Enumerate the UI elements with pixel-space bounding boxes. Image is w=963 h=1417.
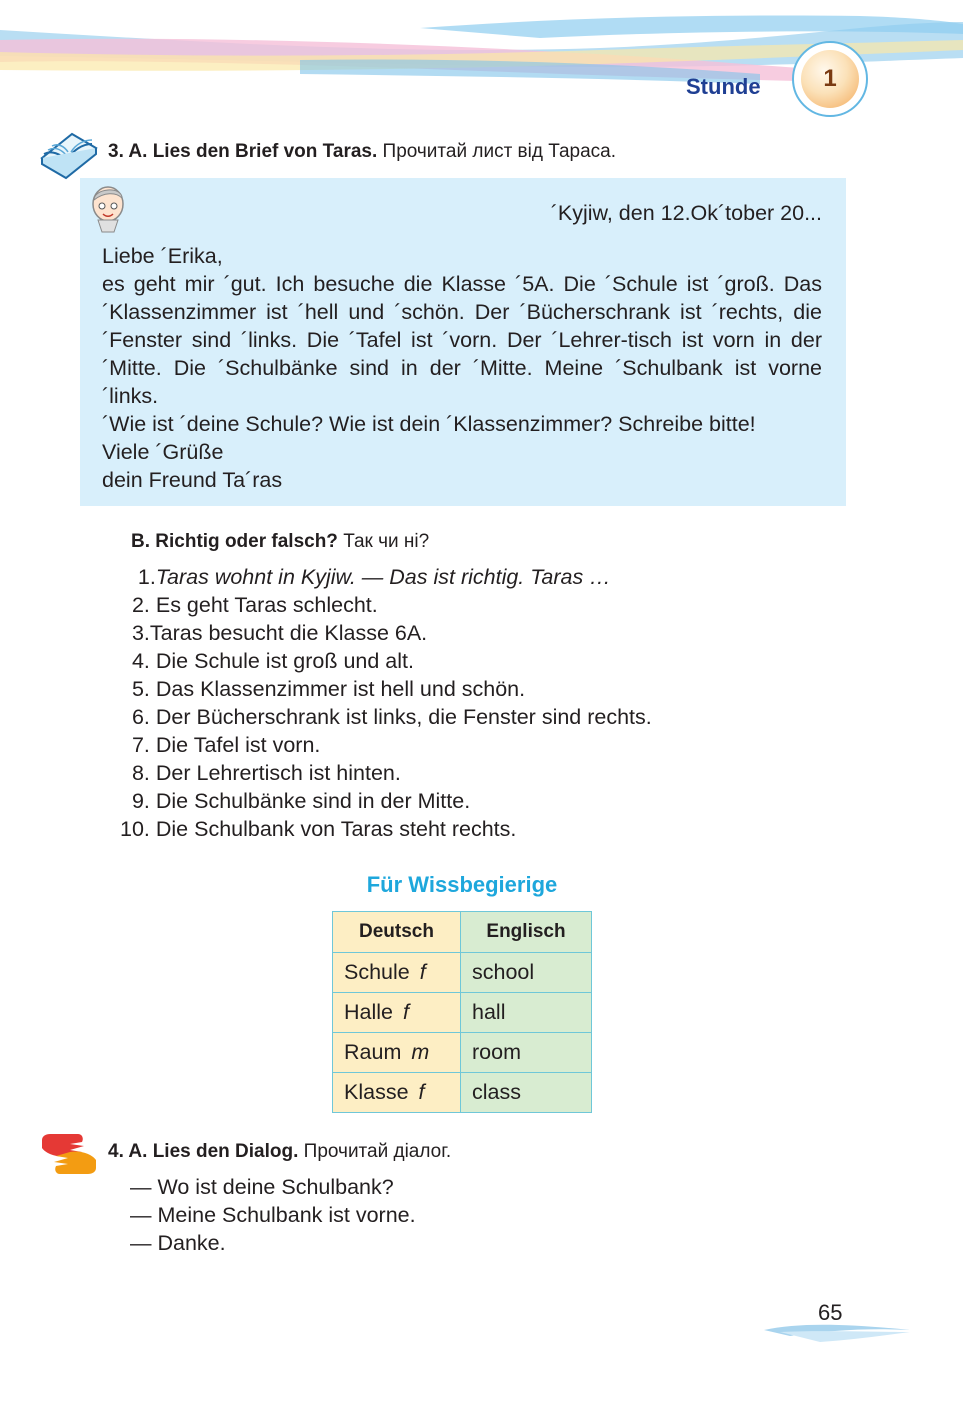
dialog-line: — Wo ist deine Schulbank?: [130, 1175, 394, 1199]
letter-questions: ´Wie ist ´deine Schule? Wie ist dein ´Klassenzimmer? Schreibe bitte!: [102, 412, 756, 436]
list-item: [120, 619, 652, 647]
list-text: Die Schulbank von Taras steht rechts.: [149, 817, 517, 841]
list-item: [120, 815, 652, 843]
gender-marker: f: [403, 1000, 409, 1024]
list-item: [120, 591, 652, 619]
list-number: 3.: [125, 621, 150, 645]
list-text: Der Bücherschrank ist links, die Fenster sind rechts.: [149, 705, 652, 729]
list-number: 1.: [137, 565, 156, 589]
list-number: 9.: [125, 789, 150, 813]
lesson-number: 1: [823, 65, 837, 92]
task3-title: [108, 141, 616, 163]
task4-title: [108, 1141, 451, 1163]
list-item: [120, 703, 652, 731]
gender-marker: f: [419, 960, 426, 984]
list-number: 5.: [125, 677, 150, 701]
cell-englisch: room: [461, 1033, 592, 1073]
list-text: Taras besucht die Klasse 6A.: [149, 621, 428, 645]
column-header-deutsch: Deutsch: [333, 912, 461, 953]
table-row: [333, 993, 592, 1033]
list-text: Es geht Taras schlecht.: [149, 593, 378, 617]
letter-date: ´Kyjiw, den 12.Ok´tober 20...: [550, 201, 822, 225]
letter-text: [102, 242, 822, 494]
gender-marker: m: [411, 1040, 430, 1064]
list-item: [120, 731, 652, 759]
task3-title-translation: Прочитай лист від Тараса.: [382, 141, 617, 162]
letter-signature: dein Freund Ta´ras: [102, 468, 283, 492]
list-item: [120, 759, 652, 787]
list-number: 2.: [125, 593, 150, 617]
cell-deutsch: Schule f: [333, 953, 461, 993]
open-book-icon: [38, 128, 100, 180]
list-item: [120, 787, 652, 815]
statement-list: [120, 563, 652, 843]
list-number: 6.: [125, 705, 150, 729]
cell-englisch: hall: [461, 993, 592, 1033]
task4-title-translation: Прочитай діалог.: [303, 1141, 452, 1162]
list-item: [120, 675, 652, 703]
list-number: 8.: [125, 761, 150, 785]
letter-body: es geht mir ´gut. Ich besuche die Klasse ´5A. Die ´Schule ist ´groß. Das ´Klassenzimmer ist ´hell und ´schön. Der ´Bücherschrank ist ´rechts, die ´Fenster sind ´links. Die ´Tafel ist ´vorn. Der ´Lehrer-tisch ist vorn in der ´Mitte. Die ´Schulbänke sind in der ´Mitte. Meine ´Schulbank ist vorne ´links.: [102, 272, 822, 408]
speech-hands-icon: [40, 1132, 98, 1176]
cell-englisch: class: [461, 1073, 592, 1113]
task3b-title-bold: B. Richtig oder falsch?: [131, 531, 338, 552]
lesson-badge: [801, 50, 859, 108]
list-text: Die Schule ist groß und alt.: [149, 649, 414, 673]
list-text: Taras wohnt in Kyjiw. — Das ist richtig. Taras …: [155, 565, 611, 589]
page-number: 65: [818, 1300, 843, 1325]
task3-title-bold: 3. A. Lies den Brief von Taras.: [108, 141, 378, 162]
dialog: [130, 1173, 416, 1257]
wissbegierige-title: Für Wissbegierige: [366, 872, 558, 897]
list-text: Die Tafel ist vorn.: [149, 733, 321, 757]
vocabulary-table: [332, 911, 592, 1113]
letter-closing: Viele ´Grüße: [102, 440, 224, 464]
letter-greeting: Liebe ´Erika,: [102, 244, 223, 268]
list-item: [120, 563, 652, 591]
list-text: Das Klassenzimmer ist hell und schön.: [149, 677, 526, 701]
list-text: Der Lehrertisch ist hinten.: [149, 761, 401, 785]
cell-deutsch: Klasse f: [333, 1073, 461, 1113]
task3b-title-translation: Так чи ні?: [343, 531, 430, 552]
dialog-line: — Danke.: [130, 1231, 226, 1255]
cell-deutsch: Halle f: [333, 993, 461, 1033]
list-number: 10.: [120, 817, 150, 841]
table-row: [333, 1033, 592, 1073]
section-label: Stunde: [686, 74, 761, 99]
dialog-line: — Meine Schulbank ist vorne.: [130, 1203, 416, 1227]
table-row: [333, 1073, 592, 1113]
cell-englisch: school: [461, 953, 592, 993]
column-header-englisch: Englisch: [461, 912, 592, 953]
cell-deutsch: Raum m: [333, 1033, 461, 1073]
list-number: 4.: [125, 649, 150, 673]
table-row: [333, 953, 592, 993]
task4-title-bold: 4. A. Lies den Dialog.: [108, 1141, 299, 1162]
task3b-title: [131, 531, 429, 553]
list-text: Die Schulbänke sind in der Mitte.: [149, 789, 471, 813]
list-number: 7.: [125, 733, 150, 757]
boy-avatar-icon: [88, 182, 128, 234]
table-header-row: [333, 912, 592, 953]
gender-marker: f: [418, 1080, 425, 1104]
list-item: [120, 647, 652, 675]
